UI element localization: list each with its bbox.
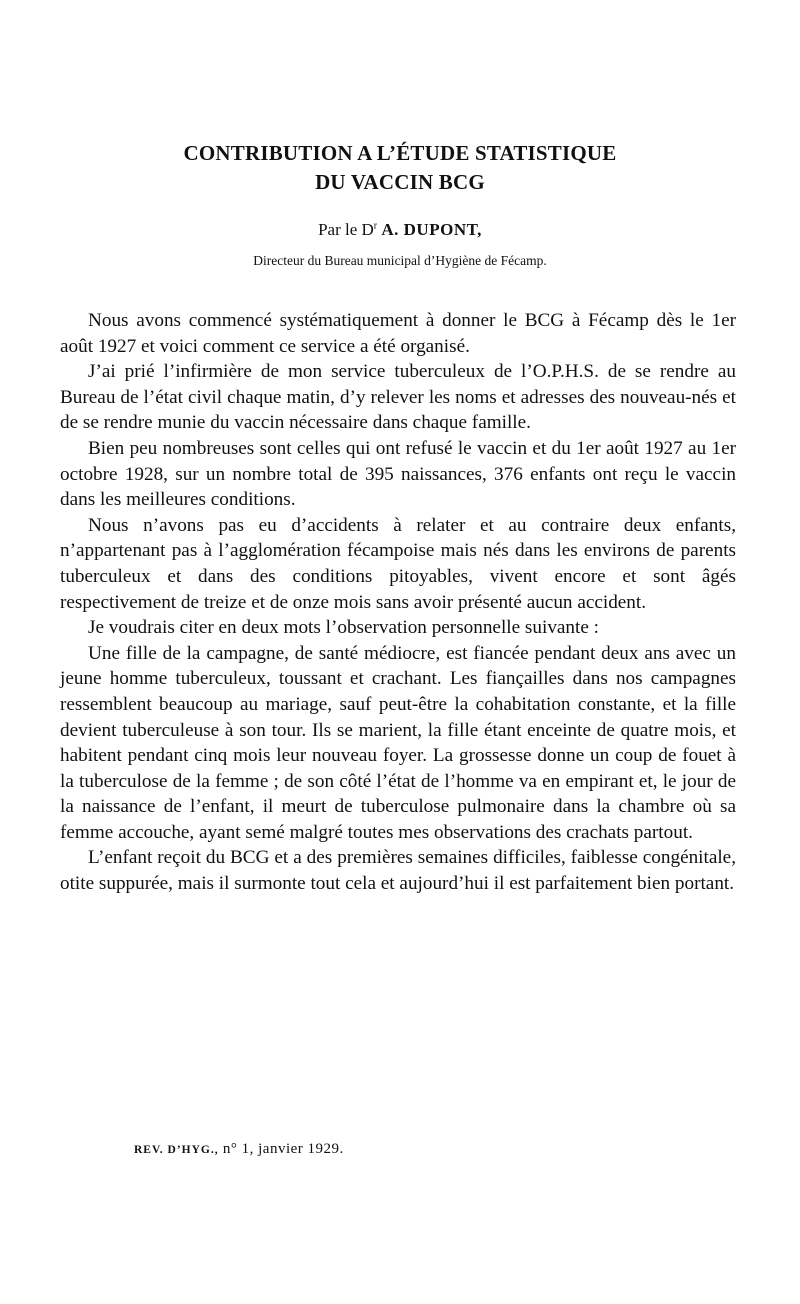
- author-line: [0, 220, 800, 240]
- journal-name: REV. D’HYG.,: [134, 1144, 219, 1156]
- article-title-line-2: DU VACCIN BCG: [315, 170, 485, 194]
- paragraph-outcome: L’enfant reçoit du BCG et a des premières semaines difficiles, faiblesse congénitale, otite suppurée, mais il surmonte tout cela et aujourd’hui il est parfaitement bien portant.: [60, 847, 736, 895]
- paragraph-intro: Nous avons commencé systématiquement à donner le BCG à Fécamp dès le 1er août 1927 et voici comment ce service a été organisé.: [60, 310, 736, 357]
- journal-issue: n° 1, janvier 1929.: [222, 1141, 344, 1157]
- article-title-line-1: CONTRIBUTION A L’ÉTUDE STATISTIQUE: [183, 141, 617, 165]
- author-prefix-superscript: r: [373, 220, 378, 232]
- paragraph-case-history: Une fille de la campagne, de santé médiocre, est fiancée pendant deux ans avec un jeune homme tuberculeux, toussant et crachant. Les fiançailles dans nos campagnes ressemblent beaucoup au mariage, sauf peut-être la cohabitation constante, et la fille devient tuberculeuse à son tour. Ils se marient, la fille étant enceinte de quatre mois, et habitent pendant cinq mois leur nouveau foyer. La grossesse donne un coup de fouet à la tuberculose de la femme ; de son côté l’état de l’homme va en empirant et, le jour de la naissance de l’enfant, il meurt de tuberculose pulmonaire dans la chambre où sa femme accouche, ayant semé malgré toutes mes observations des crachats partout.: [60, 642, 736, 843]
- paragraph-no-accidents: Nous n’avons pas eu d’accidents à relater et au contraire deux enfants, n’appartenant pas à l’agglomération fécampoise mais nés dans les environs de parents tuberculeux et dans des conditions pitoyables, vivent encore et sont âgés respectivement de treize et de onze mois sans avoir présenté aucun accident.: [60, 514, 736, 613]
- author-name: A. DUPONT,: [381, 220, 482, 239]
- article-body: [60, 308, 736, 897]
- author-affiliation: Directeur du Bureau municipal d’Hygiène de Fécamp.: [253, 253, 547, 268]
- paragraph-observation-intro: Je voudrais citer en deux mots l’observation personnelle suivante :: [88, 617, 599, 639]
- author-prefix: Par le D: [318, 220, 374, 239]
- paragraph-organisation: J’ai prié l’infirmière de mon service tuberculeux de l’O.P.H.S. de se rendre au Bureau de l’état civil chaque matin, d’y relever les noms et adresses des nouveau-nés et de se rendre munie du vaccin nécessaire dans chaque famille.: [60, 361, 736, 434]
- source-reference: [134, 1141, 344, 1158]
- paragraph-results: Bien peu nombreuses sont celles qui ont refusé le vaccin et du 1er août 1927 au 1er octobre 1928, sur un nombre total de 395 naissances, 376 enfants ont reçu le vaccin dans les meilleures conditions.: [60, 437, 736, 511]
